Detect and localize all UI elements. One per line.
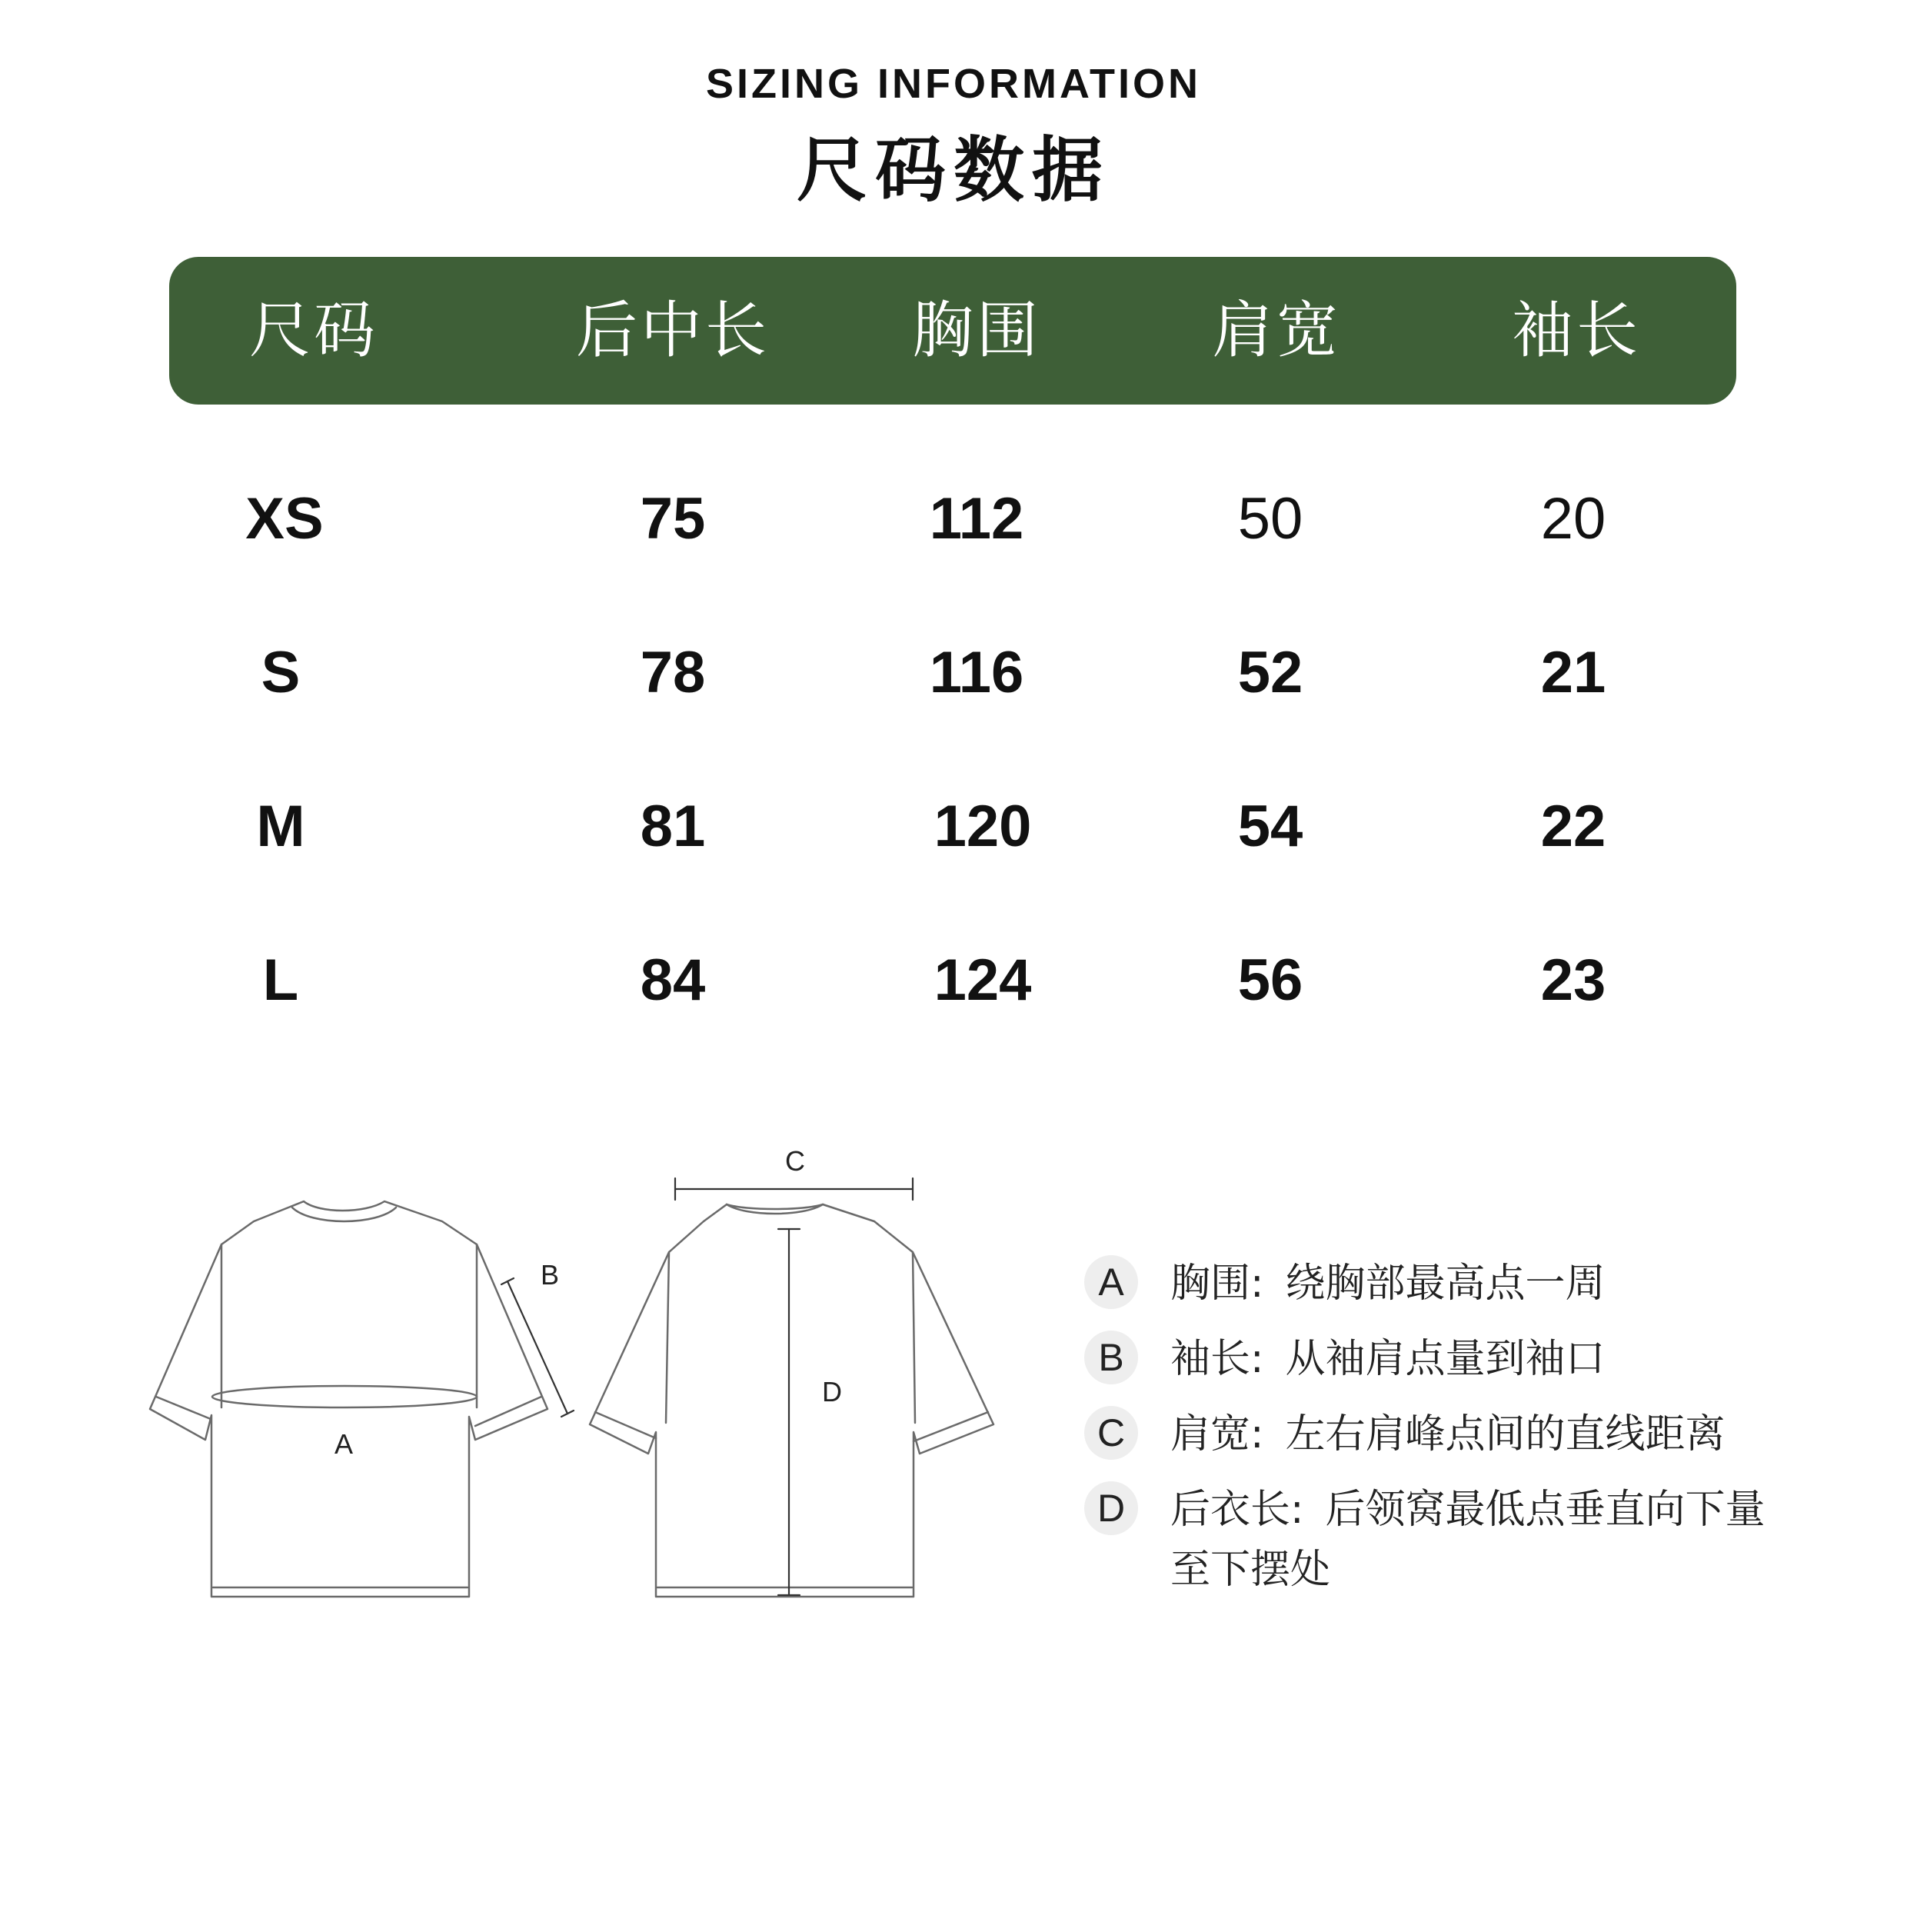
header-chest: 胸围 bbox=[912, 295, 1041, 366]
legend-term: 胸围: bbox=[1170, 1261, 1264, 1307]
size-cell: L bbox=[262, 948, 299, 1013]
size-cell: M bbox=[256, 794, 305, 859]
table-header bbox=[169, 257, 1736, 405]
sleeve-measure-line bbox=[501, 1278, 574, 1417]
chest-cell: 120 bbox=[934, 794, 1032, 859]
header-shoulder: 肩宽 bbox=[1212, 295, 1341, 366]
back-length-cell: 78 bbox=[640, 640, 706, 705]
legend-badge: D bbox=[1084, 1481, 1138, 1535]
legend-description: 绕胸部最高点一周 bbox=[1285, 1261, 1606, 1307]
legend-description: 左右肩峰点间的直线距离 bbox=[1285, 1411, 1726, 1457]
sleeve-cell: 21 bbox=[1540, 640, 1606, 705]
table-row bbox=[0, 781, 1907, 873]
legend-term: 袖长: bbox=[1170, 1336, 1264, 1382]
size-cell: S bbox=[261, 640, 301, 705]
legend-badge: A bbox=[1084, 1255, 1138, 1309]
shoulder-label: C bbox=[785, 1145, 805, 1177]
page-title-chinese: 尺码数据 bbox=[796, 129, 1110, 212]
back-length-cell: 84 bbox=[640, 948, 706, 1013]
back-length-cell: 75 bbox=[640, 486, 706, 551]
shoulder-cell: 50 bbox=[1237, 486, 1303, 551]
legend-badge: C bbox=[1084, 1406, 1138, 1460]
sleeve-label: B bbox=[540, 1259, 560, 1291]
page-title-english: SIZING INFORMATION bbox=[706, 61, 1201, 107]
chest-label: A bbox=[334, 1428, 354, 1460]
size-cell: XS bbox=[245, 486, 324, 551]
back-length-cell: 81 bbox=[640, 794, 706, 859]
header-size: 尺码 bbox=[249, 295, 378, 366]
legend-badge: B bbox=[1084, 1331, 1138, 1384]
legend-term: 后衣长: bbox=[1170, 1487, 1304, 1533]
sleeve-cell: 20 bbox=[1540, 486, 1606, 551]
shoulder-cell: 52 bbox=[1237, 640, 1303, 705]
tshirt-back-outline bbox=[590, 1204, 993, 1597]
tshirt-measurement-diagram bbox=[131, 1131, 1015, 1623]
header-sleeve: 袖长 bbox=[1512, 295, 1641, 366]
chest-cell: 124 bbox=[934, 948, 1032, 1013]
legend-item-length bbox=[1084, 1480, 1776, 1595]
sleeve-cell: 23 bbox=[1540, 948, 1606, 1013]
table-row bbox=[0, 627, 1907, 719]
table-row bbox=[0, 934, 1907, 1027]
length-measure-line bbox=[778, 1229, 800, 1595]
legend-item-sleeve bbox=[1084, 1329, 1776, 1404]
table-row bbox=[0, 473, 1907, 565]
shoulder-cell: 54 bbox=[1237, 794, 1303, 859]
measurement-legend bbox=[1084, 1254, 1776, 1595]
legend-description: 从袖肩点量到袖口 bbox=[1285, 1336, 1606, 1382]
legend-item-shoulder bbox=[1084, 1404, 1776, 1480]
legend-item-chest bbox=[1084, 1254, 1776, 1329]
header-back-length: 后中长 bbox=[576, 295, 770, 366]
chest-cell: 116 bbox=[929, 640, 1024, 705]
length-label: D bbox=[822, 1376, 842, 1407]
shoulder-cell: 56 bbox=[1237, 948, 1303, 1013]
legend-term: 肩宽: bbox=[1170, 1411, 1264, 1457]
sleeve-cell: 22 bbox=[1540, 794, 1606, 859]
chest-cell: 112 bbox=[929, 486, 1024, 551]
tshirt-front-outline bbox=[150, 1201, 547, 1597]
shoulder-measure-line bbox=[675, 1178, 913, 1200]
legend-description: 后领窝最低点垂直向下量至下摆处 bbox=[1170, 1487, 1766, 1593]
